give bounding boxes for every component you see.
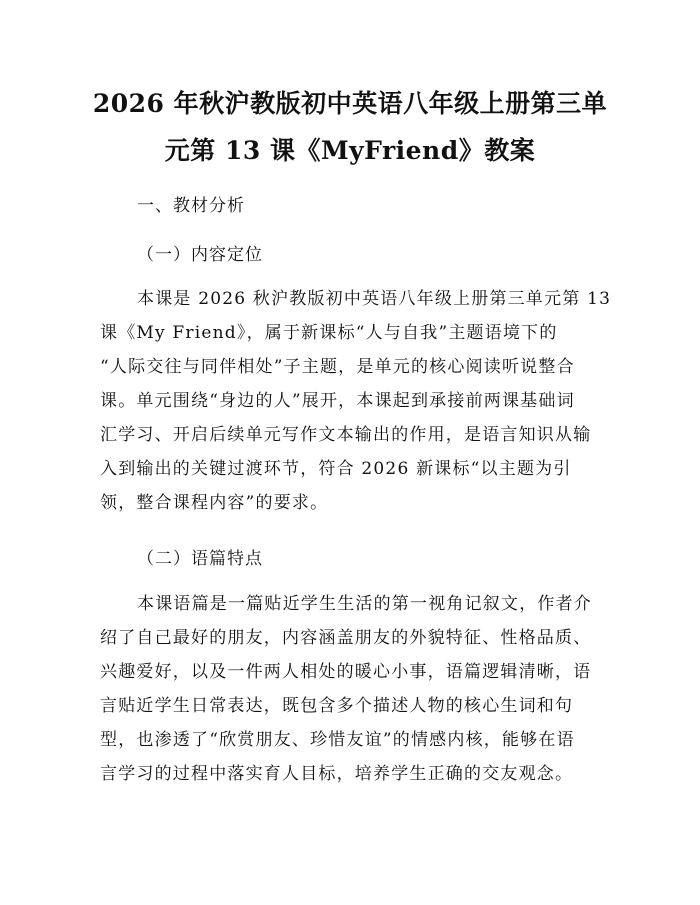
paragraph-content-positioning (100, 282, 612, 520)
document-title-line-1: 2026 年秋沪教版初中英语八年级上册第三单 (92, 89, 608, 118)
paragraph-line: 入到输出的关键过渡环节，符合 2026 新课标“以主题为引 (100, 459, 572, 479)
paragraph-line: 课。单元围绕“身边的人”展开，本课起到承接前两课基础词 (100, 391, 575, 411)
subsection-heading-content-positioning: （一）内容定位 (137, 245, 263, 265)
paragraph-line: 领，整合课程内容”的要求。 (100, 493, 329, 513)
paragraph-line: 言贴近学生日常表达，既包含多个描述人物的核心生词和句 (100, 696, 574, 716)
paragraph-line: 汇学习、开启后续单元写作文本输出的作用，是语言知识从输 (100, 425, 592, 445)
subsection-heading-discourse-features: （二）语篇特点 (137, 549, 263, 569)
paragraph-line: 本课语篇是一篇贴近学生生活的第一视角记叙文，作者介 (137, 594, 592, 614)
document-title-line-2: 元第 13 课《MyFriend》教案 (164, 136, 536, 165)
paragraph-line: 型，也渗透了“欣赏朋友、珍惜友谊”的情感内核，能够在语 (100, 730, 575, 750)
paragraph-line: 绍了自己最好的朋友，内容涵盖朋友的外貌特征、性格品质、 (100, 628, 592, 648)
paragraph-line: 本课是 2026 秋沪教版初中英语八年级上册第三单元第 13 (137, 289, 612, 309)
paragraph-line: 兴趣爱好，以及一件两人相处的暖心小事，语篇逻辑清晰，语 (100, 662, 592, 682)
paragraph-line: 课《My Friend》，属于新课标“人与自我”主题语境下的 (100, 323, 558, 343)
section-heading-textbook-analysis: 一、教材分析 (137, 196, 245, 216)
paragraph-discourse-features (100, 587, 605, 791)
paragraph-line: “人际交往与同伴相处”子主题，是单元的核心阅读听说整合 (100, 357, 575, 377)
paragraph-line: 言学习的过程中落实育人目标，培养学生正确的交友观念。 (100, 764, 574, 784)
